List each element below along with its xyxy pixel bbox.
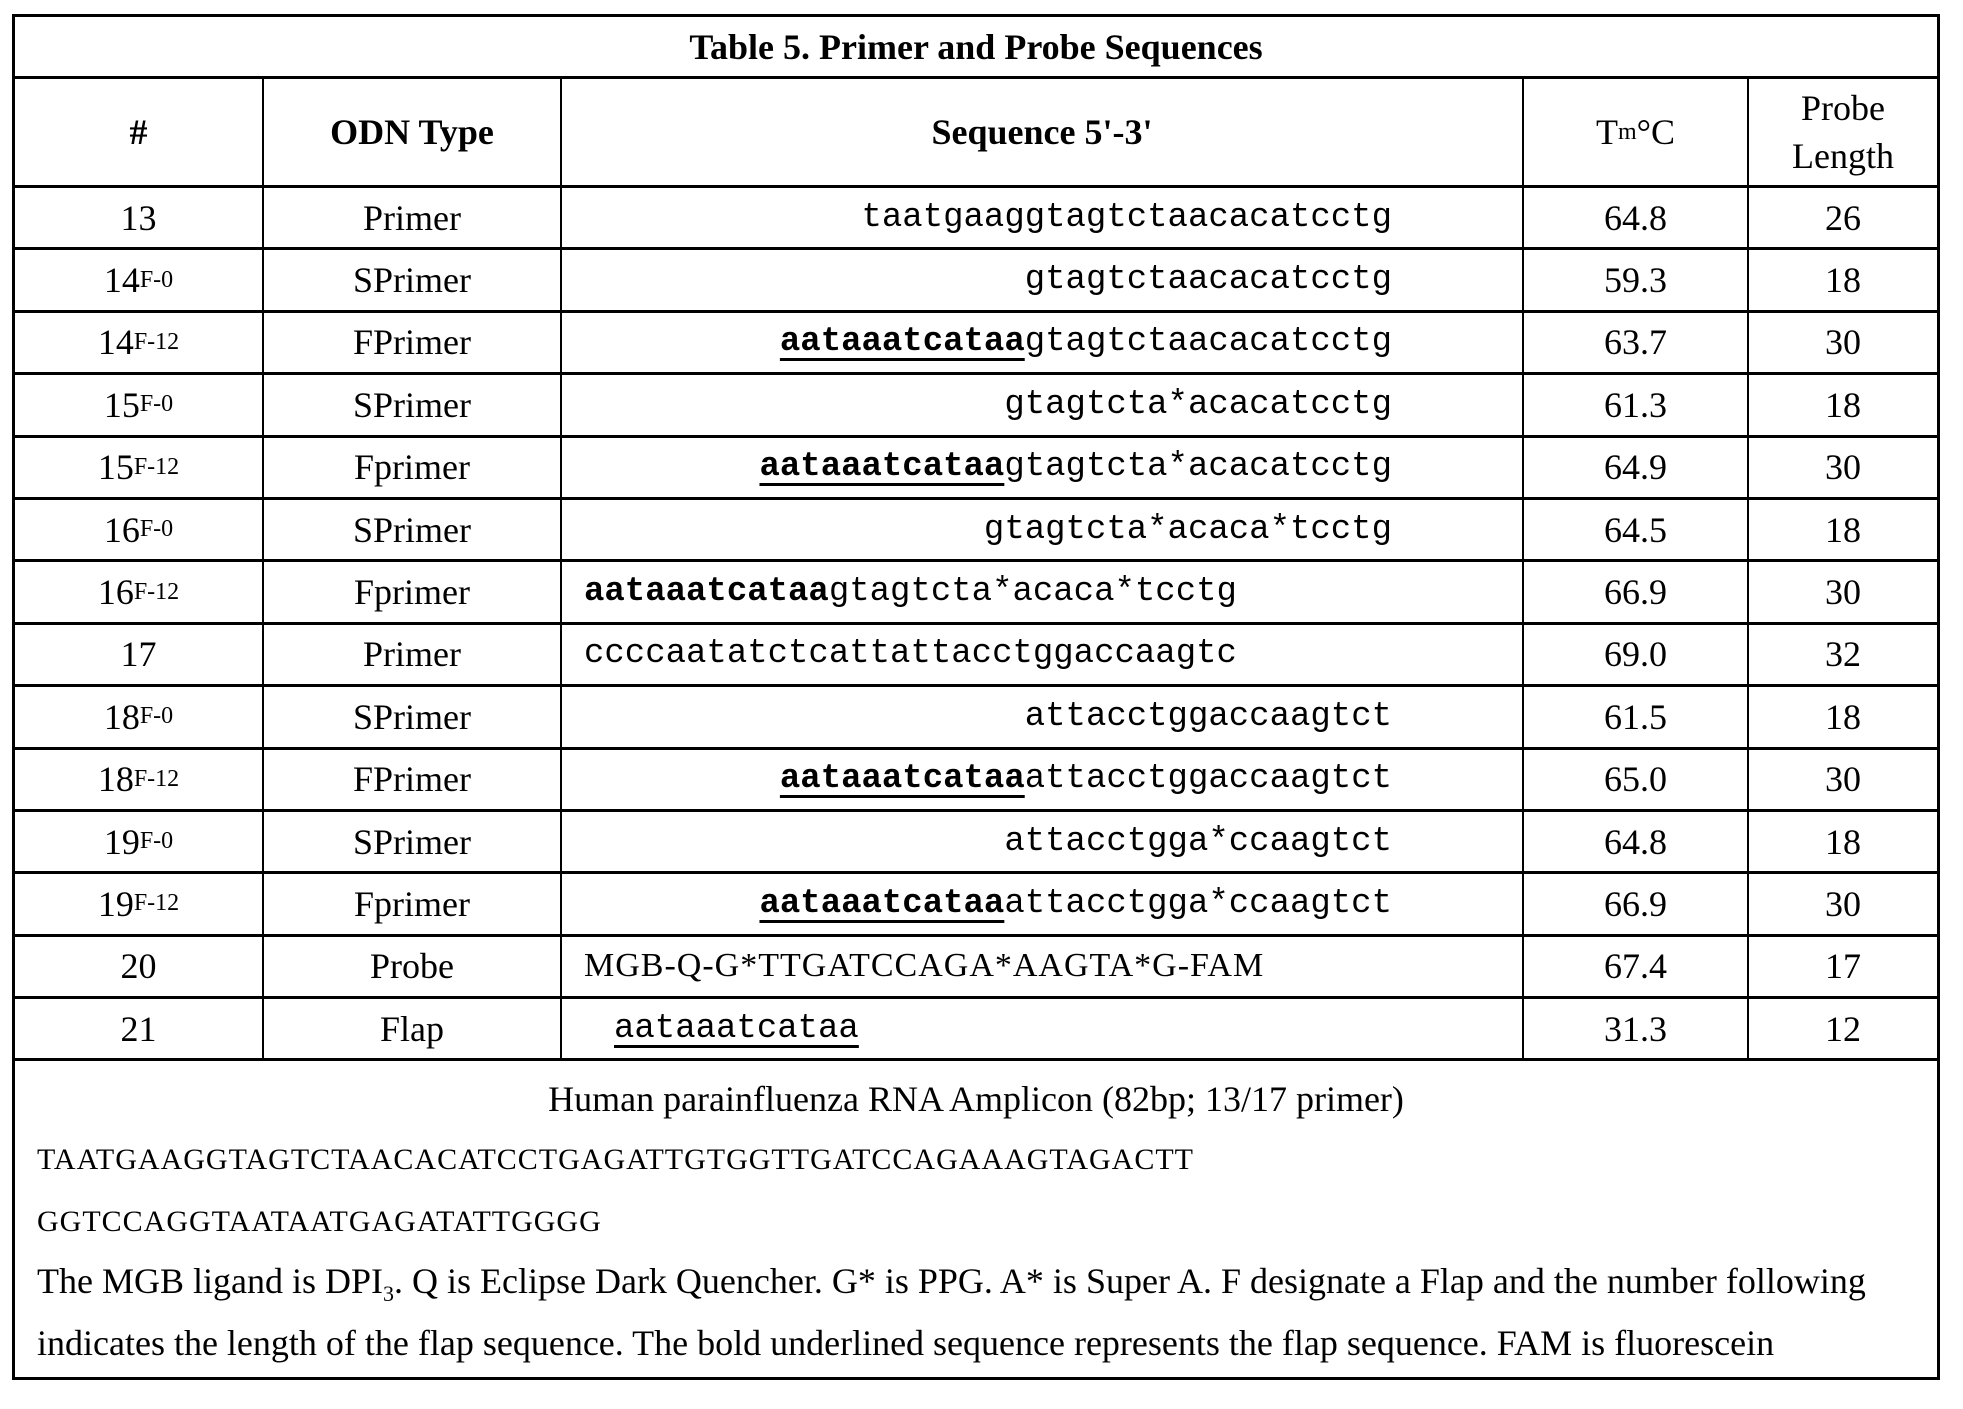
sequence-body: attacctgga*ccaagtct (1004, 884, 1392, 923)
probe-length: 18 (1825, 821, 1861, 862)
tm-value: 64.9 (1524, 438, 1749, 497)
flap-sequence: aataaatcataa (779, 323, 1025, 362)
header-probe-line1: Probe (1801, 88, 1885, 128)
table-row (15, 999, 1937, 1061)
row-number (15, 625, 264, 684)
row-number (15, 250, 264, 309)
odn-type: Fprimer (264, 874, 562, 933)
row-number (15, 687, 264, 746)
sequence-body: gtagtctaacacatcctg (1024, 323, 1392, 362)
row-number-main: 19 (97, 883, 134, 924)
header-odn-type: ODN Type (264, 79, 562, 185)
odn-type: Primer (264, 625, 562, 684)
odn-type: SPrimer (264, 687, 562, 746)
header-tm-main: T (1595, 112, 1618, 152)
tm-value: 61.3 (1524, 375, 1749, 434)
tm-value: 63.7 (1524, 313, 1749, 372)
sequence (562, 500, 1524, 559)
row-number (15, 188, 264, 247)
primer-probe-table (12, 14, 1940, 1380)
table-row (15, 375, 1937, 437)
probe-length: 17 (1825, 946, 1861, 987)
sequence (562, 375, 1524, 434)
footnote (37, 1257, 1915, 1366)
table-row (15, 625, 1937, 687)
row-number-main: 19 (103, 821, 140, 862)
sequence-body: gtagtcta*acaca*tcctg (828, 573, 1237, 612)
tm-value: 67.4 (1524, 937, 1749, 996)
tm-value: 64.5 (1524, 500, 1749, 559)
sequence-body: gtagtcta*acacatcctg (1004, 448, 1392, 487)
odn-type: Flap (264, 999, 562, 1058)
row-number-subscript: F-0 (139, 703, 174, 730)
table-row (15, 874, 1937, 936)
sequence (562, 750, 1524, 809)
table-row (15, 562, 1937, 624)
amplicon-sequence-line-1: TAATGAAGGTAGTCTAACACATCCTGAGATTGTGGTTGATCCAGAAAGTAGACTT (37, 1143, 1194, 1177)
row-number-main: 16 (103, 509, 140, 550)
row-number-subscript: F-12 (133, 765, 180, 792)
tm-value: 65.0 (1524, 750, 1749, 809)
tm-value: 66.9 (1524, 874, 1749, 933)
odn-type: SPrimer (264, 500, 562, 559)
odn-type: FPrimer (264, 750, 562, 809)
tm-value: 64.8 (1524, 188, 1749, 247)
tm-value: 69.0 (1524, 625, 1749, 684)
odn-type: Primer (264, 188, 562, 247)
row-number (15, 874, 264, 933)
row-number (15, 500, 264, 559)
probe-length: 18 (1825, 384, 1861, 425)
flap-sequence: aataaatcataa (584, 573, 829, 612)
probe-length: 30 (1825, 883, 1861, 924)
table-row (15, 188, 1937, 250)
probe-length: 12 (1825, 1008, 1861, 1049)
sequence (562, 438, 1524, 497)
table-row (15, 438, 1937, 500)
odn-type: SPrimer (264, 375, 562, 434)
header-tm-unit: °C (1636, 112, 1676, 152)
row-number-main: 20 (120, 946, 157, 987)
flap-sequence: aataaatcataa (779, 760, 1025, 799)
sequence (562, 874, 1524, 933)
sequence-body: attacctgga*ccaagtct (1004, 822, 1392, 861)
header-tm (1524, 79, 1749, 185)
row-number-main: 13 (120, 197, 157, 238)
row-number (15, 562, 264, 621)
row-number (15, 937, 264, 996)
sequence (562, 250, 1524, 309)
row-number (15, 999, 264, 1058)
table-row (15, 313, 1937, 375)
footnote-part-1: The MGB ligand is DPI (37, 1261, 383, 1302)
sequence (562, 188, 1524, 247)
odn-type: FPrimer (264, 313, 562, 372)
header-sequence: Sequence 5'-3' (562, 79, 1524, 185)
table-body (15, 188, 1937, 1061)
header-probe-length (1749, 79, 1937, 185)
sequence (562, 937, 1524, 996)
row-number (15, 313, 264, 372)
sequence (562, 625, 1524, 684)
row-number-main: 15 (103, 384, 140, 425)
odn-type: Fprimer (264, 438, 562, 497)
probe-length: 26 (1825, 197, 1861, 238)
amplicon-title: Human parainfluenza RNA Amplicon (82bp; 13/17 primer) (548, 1079, 1404, 1120)
sequence-body: aataaatcataa (614, 1009, 859, 1048)
row-number (15, 812, 264, 871)
sequence-body: gtagtcta*acaca*tcctg (983, 510, 1392, 549)
row-number-main: 14 (103, 260, 140, 301)
row-number-subscript: F-12 (133, 328, 180, 355)
header-tm-sub: m (1617, 118, 1637, 145)
amplicon-sequence-line-2: GGTCCAGGTAATAATGAGATATTGGGG (37, 1205, 602, 1239)
probe-length: 30 (1825, 572, 1861, 613)
footnote-subscript: 3 (383, 1281, 394, 1307)
sequence-body: ccccaatatctcattattacctggaccaagtc (584, 635, 1237, 674)
odn-type: Probe (264, 937, 562, 996)
sequence (562, 313, 1524, 372)
table-row (15, 687, 1937, 749)
table-footer (15, 1061, 1937, 1376)
sequence (562, 687, 1524, 746)
probe-length: 18 (1825, 696, 1861, 737)
header-row (15, 79, 1937, 188)
table-row (15, 750, 1937, 812)
row-number-main: 18 (97, 759, 134, 800)
probe-length: 30 (1825, 322, 1861, 363)
odn-type: SPrimer (264, 812, 562, 871)
probe-length: 18 (1825, 260, 1861, 301)
probe-length: 30 (1825, 759, 1861, 800)
row-number-subscript: F-0 (139, 516, 174, 543)
tm-value: 61.5 (1524, 687, 1749, 746)
row-number-subscript: F-0 (139, 266, 174, 293)
probe-length: 30 (1825, 447, 1861, 488)
footnote-part-2: . Q is Eclipse Dark Quencher. G* is PPG. A* is Super A. F designate a Flap and the number following indicates the length of the flap sequence. The bold underlined sequence represents the flap sequence. FAM is fluorescein (37, 1261, 1866, 1363)
odn-type: SPrimer (264, 250, 562, 309)
row-number-main: 16 (97, 572, 134, 613)
table-row (15, 812, 1937, 874)
table-title: Table 5. Primer and Probe Sequences (15, 17, 1937, 79)
probe-length: 18 (1825, 509, 1861, 550)
header-probe-line2: Length (1792, 136, 1894, 176)
sequence-body: attacctggaccaagtct (1024, 760, 1392, 799)
row-number (15, 750, 264, 809)
probe-length: 32 (1825, 634, 1861, 675)
row-number (15, 375, 264, 434)
odn-type: Fprimer (264, 562, 562, 621)
row-number-subscript: F-12 (133, 453, 180, 480)
table-row (15, 937, 1937, 999)
sequence-body: taatgaaggtagtctaacacatcctg (861, 198, 1392, 237)
table-row (15, 500, 1937, 562)
table-row (15, 250, 1937, 312)
sequence (562, 562, 1524, 621)
flap-sequence: aataaatcataa (759, 884, 1005, 923)
tm-value: 59.3 (1524, 250, 1749, 309)
row-number-subscript: F-12 (133, 578, 180, 605)
tm-value: 66.9 (1524, 562, 1749, 621)
sequence (562, 999, 1524, 1058)
header-num: # (15, 79, 264, 185)
row-number-main: 14 (97, 322, 134, 363)
sequence-body: attacctggaccaagtct (1024, 697, 1392, 736)
sequence-body: gtagtctaacacatcctg (1024, 261, 1392, 300)
row-number (15, 438, 264, 497)
sequence-body: gtagtcta*acacatcctg (1004, 385, 1392, 424)
tm-value: 64.8 (1524, 812, 1749, 871)
tm-value: 31.3 (1524, 999, 1749, 1058)
row-number-subscript: F-0 (139, 828, 174, 855)
row-number-main: 18 (103, 696, 140, 737)
row-number-subscript: F-12 (133, 890, 180, 917)
row-number-subscript: F-0 (139, 391, 174, 418)
flap-sequence: aataaatcataa (759, 448, 1005, 487)
sequence (562, 812, 1524, 871)
row-number-main: 21 (120, 1008, 157, 1049)
row-number-main: 15 (97, 447, 134, 488)
row-number-main: 17 (120, 634, 157, 675)
sequence-body: MGB-Q-G*TTGATCCAGA*AAGTA*G-FAM (584, 947, 1265, 985)
